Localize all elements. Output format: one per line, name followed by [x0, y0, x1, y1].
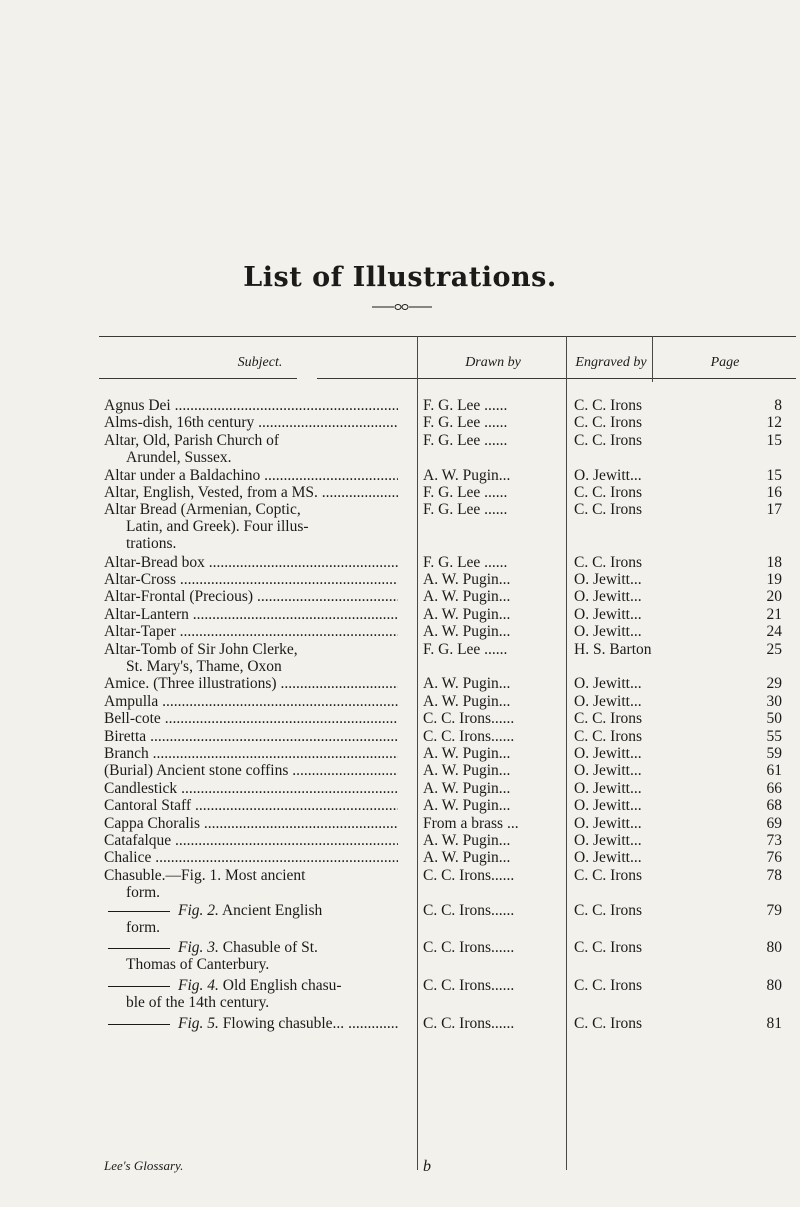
figure-label: Fig. 4. — [178, 977, 219, 995]
page-number-cell: 29 — [766, 675, 782, 693]
page-number-cell: 25 — [766, 640, 782, 658]
page-number-cell: 69 — [766, 814, 782, 832]
subject-cell — [104, 693, 398, 710]
subject-text: Altar-Taper — [104, 623, 176, 641]
subject-cell — [104, 977, 398, 1011]
subject-cell — [104, 554, 398, 571]
subject-cell — [104, 641, 398, 675]
subject-text: Branch — [104, 745, 149, 762]
subject-cell — [104, 397, 398, 414]
page-number-cell: 66 — [766, 779, 782, 797]
drawn-by-cell: C. C. Irons...... — [423, 710, 515, 728]
subject-text: Candlestick — [104, 779, 178, 797]
engraved-by-cell: C. C. Irons — [574, 484, 643, 501]
subject-cell — [104, 588, 398, 605]
subject-continuation: Arundel, Sussex. — [126, 448, 232, 466]
engraved-by-cell: O. Jewitt... — [574, 762, 642, 780]
column-divider-1 — [417, 336, 418, 1170]
drawn-by-cell: From a brass ... — [423, 814, 519, 832]
subject-continuation: form. — [126, 918, 161, 936]
page-number-cell: 18 — [766, 553, 782, 571]
subject-text: Alms-dish, 16th century — [104, 414, 255, 432]
drawn-by-cell: F. G. Lee ...... — [423, 501, 508, 519]
subject-cell — [104, 867, 398, 901]
engraved-by-cell: C. C. Irons — [574, 727, 643, 745]
subject-continuation: trations. — [126, 535, 177, 553]
subject-cell — [104, 571, 398, 588]
engraved-by-cell: C. C. Irons — [574, 977, 643, 995]
subject-cell — [104, 762, 398, 779]
drawn-by-cell: A. W. Pugin... — [423, 762, 511, 780]
subject-text: Cantoral Staff — [104, 797, 192, 815]
subject-cell — [104, 780, 398, 797]
drawn-by-cell: A. W. Pugin... — [423, 849, 511, 867]
drawn-by-cell: F. G. Lee ...... — [423, 553, 508, 571]
subject-text: Old English chasu- — [222, 977, 342, 995]
engraved-by-cell: O. Jewitt... — [574, 605, 642, 623]
subject-continuation: form. — [126, 883, 161, 901]
subject-cell — [104, 467, 398, 484]
engraved-by-cell: O. Jewitt... — [574, 692, 642, 710]
subject-text: Altar Bread (Armenian, Coptic, — [104, 501, 301, 519]
drawn-by-cell: C. C. Irons...... — [423, 1015, 515, 1032]
page-number-cell: 50 — [766, 710, 782, 728]
page-number-cell: 68 — [766, 797, 782, 815]
engraved-by-cell: O. Jewitt... — [574, 814, 642, 832]
page-number-cell: 24 — [766, 623, 782, 641]
drawn-by-cell: A. W. Pugin... — [423, 588, 511, 606]
page-number-cell: 19 — [766, 571, 782, 588]
subject-text: Altar-Lantern — [104, 605, 189, 623]
column-divider-2 — [566, 336, 567, 1170]
page-number-cell: 12 — [766, 414, 782, 432]
engraved-by-cell: C. C. Irons — [574, 431, 643, 449]
subject-text: Bell-cote — [104, 710, 161, 728]
page-number-cell: 81 — [766, 1015, 782, 1032]
header-rule-left — [99, 378, 297, 379]
subject-continuation: St. Mary's, Thame, Oxon — [126, 657, 282, 675]
subject-text: Altar, English, Vested, from a MS. — [104, 484, 318, 501]
engraved-by-cell: O. Jewitt... — [574, 849, 642, 867]
page-number-cell: 80 — [766, 939, 782, 957]
engraved-by-cell: O. Jewitt... — [574, 623, 642, 641]
page-number-cell: 76 — [766, 849, 782, 867]
subject-cell — [104, 832, 398, 849]
engraved-by-cell: O. Jewitt... — [574, 745, 642, 762]
drawn-by-cell: F. G. Lee ...... — [423, 397, 508, 414]
page-number-cell: 59 — [766, 745, 782, 762]
ditto-dash — [108, 948, 170, 949]
subject-text: Amice. (Three illustrations) — [104, 675, 277, 693]
subject-cell — [104, 484, 398, 501]
page-title: List of Illustrations. — [243, 262, 557, 293]
engraved-by-cell: C. C. Irons — [574, 939, 643, 957]
engraved-by-cell: O. Jewitt... — [574, 779, 642, 797]
subject-text: Altar-Bread box — [104, 553, 205, 571]
figure-label: Fig. 5. — [178, 1015, 219, 1032]
drawn-by-cell: A. W. Pugin... — [423, 466, 511, 484]
subject-text: Cappa Choralis — [104, 814, 200, 832]
drawn-by-cell: C. C. Irons...... — [423, 939, 515, 957]
subject-cell — [104, 501, 398, 552]
page-number-cell: 20 — [766, 588, 782, 606]
subject-cell — [104, 939, 398, 973]
engraved-by-cell: C. C. Irons — [574, 710, 643, 728]
header-rule-right — [317, 378, 796, 379]
subject-text: Biretta — [104, 727, 147, 745]
engraved-by-cell: O. Jewitt... — [574, 675, 642, 693]
table-top-rule — [99, 336, 796, 337]
subject-cell — [104, 432, 398, 466]
page-number-cell: 79 — [766, 901, 782, 919]
subject-text: Chasuble.—Fig. 1. Most ancient — [104, 866, 306, 884]
page-number-cell: 55 — [766, 727, 782, 745]
subject-cell — [104, 728, 398, 745]
engraved-by-cell: O. Jewitt... — [574, 832, 642, 849]
drawn-by-cell: F. G. Lee ...... — [423, 640, 508, 658]
subject-text: Altar-Cross — [104, 571, 177, 588]
ditto-dash — [108, 911, 170, 912]
footer-running-title: Lee's Glossary. — [104, 1158, 184, 1173]
drawn-by-cell: C. C. Irons...... — [423, 901, 515, 919]
subject-cell — [104, 902, 398, 936]
header-drawn-by: Drawn by — [465, 355, 521, 370]
subject-text: Altar, Old, Parish Church of — [104, 431, 280, 449]
subject-cell — [104, 606, 398, 623]
drawn-by-cell: F. G. Lee ...... — [423, 484, 508, 501]
subject-cell — [104, 745, 398, 762]
page-number-cell: 8 — [774, 397, 782, 414]
subject-text: Ancient English — [221, 901, 323, 919]
subject-cell — [104, 414, 398, 431]
engraved-by-cell: O. Jewitt... — [574, 571, 642, 588]
figure-label: Fig. 2. — [178, 901, 219, 919]
subject-text: Ampulla — [104, 692, 159, 710]
engraved-by-cell: H. S. Barton — [574, 640, 652, 658]
page-number-cell: 80 — [766, 977, 782, 995]
drawn-by-cell: A. W. Pugin... — [423, 675, 511, 693]
engraved-by-cell: C. C. Irons — [574, 414, 643, 432]
engraved-by-cell: C. C. Irons — [574, 866, 643, 884]
ditto-dash — [108, 986, 170, 987]
drawn-by-cell: C. C. Irons...... — [423, 977, 515, 995]
drawn-by-cell: A. W. Pugin... — [423, 623, 511, 641]
drawn-by-cell: A. W. Pugin... — [423, 779, 511, 797]
subject-continuation: Thomas of Canterbury. — [126, 956, 270, 974]
subject-text: Altar-Frontal (Precious) — [104, 588, 254, 606]
page-number-cell: 30 — [766, 692, 782, 710]
subject-cell — [104, 710, 398, 727]
subject-text: (Burial) Ancient stone coffins — [104, 762, 289, 780]
drawn-by-cell: A. W. Pugin... — [423, 832, 511, 849]
engraved-by-cell: O. Jewitt... — [574, 466, 642, 484]
title-ornament — [372, 302, 432, 312]
page-number-cell: 15 — [766, 431, 782, 449]
page-number-cell: 21 — [766, 605, 782, 623]
page-number-cell: 16 — [766, 484, 782, 501]
page-number-cell: 15 — [766, 466, 782, 484]
subject-cell — [104, 815, 398, 832]
header-page: Page — [710, 355, 740, 370]
subject-cell — [104, 849, 398, 866]
subject-text: Altar-Tomb of Sir John Clerke, — [104, 640, 298, 658]
subject-text: Chalice — [104, 849, 152, 867]
drawn-by-cell: A. W. Pugin... — [423, 745, 511, 762]
drawn-by-cell: C. C. Irons...... — [423, 727, 515, 745]
drawn-by-cell: A. W. Pugin... — [423, 797, 511, 815]
engraved-by-cell: C. C. Irons — [574, 397, 643, 414]
subject-text: Agnus Dei — [104, 397, 171, 414]
engraved-by-cell: O. Jewitt... — [574, 797, 642, 815]
header-engraved-by: Engraved by — [575, 355, 647, 370]
drawn-by-cell: C. C. Irons...... — [423, 866, 515, 884]
drawn-by-cell: A. W. Pugin... — [423, 605, 511, 623]
subject-text: Chasuble of St. — [222, 939, 318, 957]
footer-signature: b — [423, 1158, 431, 1175]
subject-text: Altar under a Baldachino — [104, 466, 261, 484]
subject-cell — [104, 623, 398, 640]
subject-cell — [104, 1015, 398, 1032]
engraved-by-cell: C. C. Irons — [574, 1015, 643, 1032]
header-subject: Subject. — [237, 355, 283, 370]
engraved-by-cell: O. Jewitt... — [574, 588, 642, 606]
page-number-cell: 17 — [766, 501, 782, 519]
subject-continuation: Latin, and Greek). Four illus- — [126, 518, 309, 536]
drawn-by-cell: F. G. Lee ...... — [423, 431, 508, 449]
subject-cell — [104, 797, 398, 814]
page-number-cell: 78 — [766, 866, 782, 884]
subject-text: Catafalque — [104, 832, 172, 849]
engraved-by-cell: C. C. Irons — [574, 501, 643, 519]
drawn-by-cell: A. W. Pugin... — [423, 571, 511, 588]
drawn-by-cell: F. G. Lee ...... — [423, 414, 508, 432]
figure-label: Fig. 3. — [178, 939, 219, 957]
engraved-by-cell: C. C. Irons — [574, 901, 643, 919]
page-number-cell: 73 — [766, 832, 782, 849]
subject-text: Flowing chasuble... — [222, 1015, 345, 1032]
drawn-by-cell: A. W. Pugin... — [423, 692, 511, 710]
subject-continuation: ble of the 14th century. — [126, 994, 270, 1012]
subject-cell — [104, 675, 398, 692]
engraved-by-cell: C. C. Irons — [574, 553, 643, 571]
ditto-dash — [108, 1024, 170, 1025]
page-number-cell: 61 — [766, 762, 782, 780]
